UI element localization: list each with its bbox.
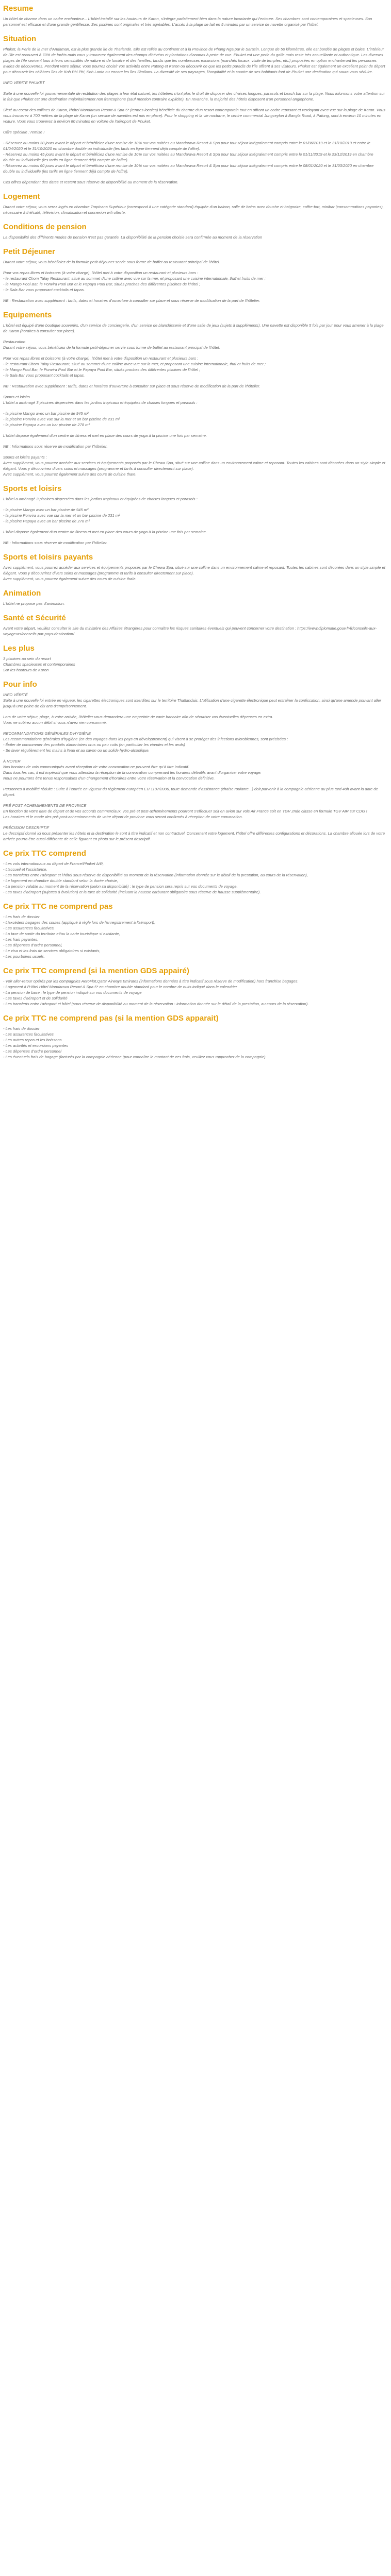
section-title: Conditions de pension — [3, 223, 87, 231]
section-paragraph: 3 piscines au sein du resort Chambres spacieuses et contemporaines Sur les hauteurs de Karon — [3, 656, 75, 672]
section-paragraph: Sports et loisirs payants : Avec supplément, vous pourrez accéder aux services et équipements proposés par le Chewa Spa, situé sur une colline dans un environnement calme et reposant. Toutes les cabines sont décorées dans un style simple et élégant. Vous y découvrirez divers soins et massages (programme et tarifs à consulter directement sur place). Avec supplément, vous pourrez également suivre des cours de cuisine thaïe. — [3, 455, 385, 477]
section-paragraph: L'hôtel est équipé d'une boutique souvenirs, d'un service de conciergerie, d'un service de blanchisserie et d'une salle de jeux (sujets à suppléments). Une navette est disponible 5 fois par jour pour vous amener à la plage de Karon (horaires à consulter sur place). — [3, 323, 384, 333]
section-paragraph: INFO VÉRITÉ Suite à une nouvelle loi entrée en vigueur, les cigarettes électroniques sont interdites sur le territoire Thaïlandais. L'utilisation d'une cigarette électronique peut entraîner la confiscation, ainsi qu'une amende pouvant aller jusqu'à une peine de dix ans d'emprisonnement. — [3, 692, 381, 708]
section-paragraph: - Réservez au moins 30 jours avant le départ et bénéficiez d'une remise de 10% sur vos nuitées au Mandarava Resort & Spa pour tout séjour intégralement compris entre le 01/06/2019 et le 31/10/2019 et entre le 01/04/2020 et le 31/10/2020 en chambre double ou individuelle (les tarifs en ligne tiennent déjà compte de l'offre). - Réservez au moins 45 jours avant le départ et bénéficiez d'une remise de 10% sur vos nuitées au Mandarava Resort & Spa pour tout séjour intégralement compris entre le 01/11/2019 et le 23/12/2019 en chambre double ou individuelle (les tarifs en ligne tiennent déjà compte de l'offre). - Réservez au moins 60 jours avant le départ et bénéficiez d'une remise de 10% sur vos nuitées au Mandarava Resort & Spa pour tout séjour intégralement compris entre le 08/01/2020 et le 31/03/2020 en chambre double ou individuelle (les tarifs en ligne tiennent déjà compte de l'offre). — [3, 141, 374, 174]
section-paragraph: Pour vos repas libres et boissons (à votre charge), l'hôtel met à votre disposition un restaurant et plusieurs bars : - le restaurant Chom Talay Restaurant, situé au sommet d'une colline avec vue sur la mer, et proposant une cuisine internationale, thaï et fruits de mer ; - le Mango Pool Bar, le Ponvira Pool Bar et le Papaya Pool Bar, situés proches des différentes piscines de l'hôtel ; - le Sala Bar vous proposant cocktails et tapas. — [3, 270, 266, 292]
section-paragraph: - Les vols internationaux au départ de France/Phuket A/R, - L'accueil et l'assistance, - Les transferts entre l'aéroport et l'hôtel sous réserve de disponibilité au moment de la réservation (information donnée sur le détail de la prestation, au cours de la réservation), - Le logement en chambre double standard selon la durée choisie, - La pension valable au moment de la réservation (selon sa disponibilité) : le type de pension sera repris sur vos documents de voyage, - Les taxes d'aéroport (sujettes à évolution) et la taxe de solidarité (incluant la hausse carburant obligatoire sous réserve de hausse supplémentaire). — [3, 861, 308, 894]
section-title: Sports et loisirs payants — [3, 553, 93, 562]
section-paragraph: Situé au coeur des collines de Karon, l'hôtel Mandarava Resort & Spa 5* (termes locales) bénéficie du charme d'un resort contemporain tout en offrant un cadre reposant et verdoyant avec vue sur la plage de Karon. Vous vous trouverez à 700 mètres de la plage de Karon (un service de navettes est mis en place). Pour le shopping et la vie nocturne, le centre commercial Jungceylon à Bangla Road, à Patong, sont à environ 10 minutes en voiture. Vous vous trouverez à environ 60 minutes en voiture de l'aéroport de Phuket. — [3, 108, 385, 124]
section-paragraph: RECOMMANDATIONS GÉNÉRALES D'HYGIÈNE Les recommandations générales d'hygiène (en des voyages dans les pays en développement) qui visent à se protéger des infections microbiennes, sont précisées : - Éviter de consommer des produits alimentaires crus ou peu cuits (en particulier les viandes et les œufs) - Se laver régulièrement les mains à l'eau et au savon ou un solide hydro-alcoolique. — [3, 731, 288, 753]
section-title: Resume — [3, 4, 34, 13]
section-title: Ce prix TTC ne comprend pas — [3, 902, 113, 911]
section-paragraph: Durant votre séjour, vous serez logés en chambre Tropicana Supérieur (correspond à une catégorie standard) équipée d'un balcon, salle de bains avec douche et baignoire, coffre-fort, minibar (consommations payantes), nécessaire à thé/café, télévision, climatisation et connexion wifi offerte. — [3, 205, 384, 215]
section-paragraph: - Les frais de dossier - Les assurances facultatives - Les autres repas et les boissons - Les activités et excursions payantes - Les dépenses d'ordre personnel - Les éventuels frais de bagage (facturés par la compagnie aérienne (pour connaître le montant de ces frais, veuillez vous rapprocher de la compagnie) — [3, 1026, 266, 1059]
section-paragraph: PRÉ POST ACHEMINEMENTS DE PROVINCE En fonction de votre date de départ et de vos accords commerciaux, vos pré et post-acheminements pourront s'effectuer soit en avion sur vols Air France soit en TGV 2nde classe en formule TGV AIR sur CDG ! Les horaires et le mode des pré-post-acheminements de votre départ de province vous seront confirmés à réception de votre convocation. — [3, 803, 367, 819]
section-paragraph: Durant votre séjour, vous bénéficiez de la formule petit-déjeuner servie sous forme de buffet au restaurant principal de l'hôtel. — [3, 260, 220, 264]
section-paragraph: Pour vos repas libres et boissons (à votre charge), l'hôtel met à votre disposition un restaurant et plusieurs bars : - le restaurant Chom Talay Restaurant, situé au sommet d'une colline avec vue sur la mer, et proposant une cuisine internationale, thaï et fruits de mer ; - le Mango Pool Bar, le Ponvira Pool Bar et le Papaya Pool Bar, situés proches des différentes piscines de l'hôtel ; - le Sala Bar vous proposant cocktails et tapas. — [3, 356, 266, 378]
section-paragraph: NB : Informations sous réserve de modification par l'hôtelier. — [3, 444, 108, 449]
section-title: Pour info — [3, 680, 37, 689]
section-paragraph: NB : Informations sous réserve de modification par l'hôtelier. — [3, 540, 108, 545]
section-paragraph: Phuket, la Perle de la mer d'Andaman, est la plus grande île de Thaïlande. Elle est reliée au continent et à la Province de Phang Nga par le Sarasin. Longue de 50 kilomètres, elle est bordée de plages et baies. L'intérieur de l'île est recouvert à 70% de forêts mais vous y trouverez également des champs d'hévéas et plantations d'ananas à perte de vue. Phuket est une perle du golfe mais reste très accueillante et authentique. Les diverses plages de l'île ravivent tous à leurs sensibilités de nature et de lumière et des familles, tandis que les nombreuses excursions (marchés locaux, visite de temples, etc.) proposées en option enchanteront les personnes avides de découvertes. Pendant votre séjour, vous pourrez choisir vos activités entre Patong et Karon ou découvrir ce que les petits paradis de l'île offrent à ses visiteurs. Phuket est également un excellent point de départ pour découvrir les célèbres îles de Koh Phi Phi, Koh Lanta ou encore les îles Similans. La diversité de ses paysages, l'hospitalité et la sourire de ses habitants font de Phuket une destination qui saura vous séduire. — [3, 47, 385, 74]
section-title: Equipements — [3, 311, 52, 319]
section-title: Animation — [3, 589, 41, 598]
section-paragraph: Suite à une nouvelle loi gouvernementale de restitution des plages à leur état naturel, les hôteliers n'ont plus le droit de disposer des chaises longues, parasols et beach bar sur la plage. Nous informons votre attention sur le fait que Phuket est une destination majoritairement non francophone (sauf mention contraire explicite). En revanche, la majorité des hôtels disposent d'un personnel anglophone. — [3, 91, 385, 101]
section-paragraph: L'hôtel dispose également d'un centre de fitness et met en place des cours de yoga à la piscine une fois par semaine. — [3, 433, 207, 438]
section-paragraph: Offre spéciale : remise ! — [3, 130, 45, 134]
section-title: Ce prix TTC ne comprend pas (si la mention GDS apparait) — [3, 1014, 219, 1023]
section-paragraph: NB : Restauration avec supplément : tarifs, dates et horaires d'ouverture à consulter sur place et sous réserve de modification de la part de l'hôtelier. — [3, 384, 260, 388]
section-paragraph: Avec supplément, vous pourrez accéder aux services et équipements proposés par le Chewa Spa, situé sur une colline dans un environnement calme et reposant. Toutes les cabines sont décorées dans un style simple et élégant. Vous y découvrirez divers soins et massages (programme et tarifs à consulter directement sur place). Avec supplément, vous pourrez également suivre des cours de cuisine thaïe. — [3, 565, 385, 581]
section-paragraph: La disponibilité des différents modes de pension n'est pas garantie. La disponibilité de la pension choisie sera confirmée au moment de la réservation — [3, 235, 263, 240]
section-paragraph: INFO VERITE PHUKET — [3, 80, 45, 85]
section-paragraph: - la piscine Mango avec un bar piscine de 945 m² - la piscine Ponvira avec vue sur la mer et un bar piscine de 231 m² - la piscine Papaya avec un bar piscine de 278 m² — [3, 507, 120, 523]
section-paragraph: Restauration Durant votre séjour, vous bénéficiez de la formule petit-déjeuner servie sous forme de buffet au restaurant principal de l'hôtel. — [3, 340, 220, 350]
section-title: Logement — [3, 192, 40, 201]
section-paragraph: PRÉCISION DESCRIPTIF Le descriptif donné ici nous présenter les hôtels et la destination le sont à titre indicatif et non contractuel. Concernant votre logement, l'hôtel offre différentes configurations et décorations. La chambre allouée lors de votre arrivée pourra être aussi différente de celle figurant en photo sur le présent descriptif. — [3, 825, 385, 841]
section-title: Petit Déjeuner — [3, 247, 55, 256]
section-paragraph: Ces offres dépendent des dates et restent sous réserve de disponibilité au moment de la réservation. — [3, 180, 178, 184]
section-paragraph: NB : Restauration avec supplément : tarifs, dates et horaires d'ouverture à consulter sur place et sous réserve de modification de la part de l'hôtelier. — [3, 298, 260, 303]
section-paragraph: Avant votre départ, veuillez consulter le site du ministère des Affaires étrangères pour connaître les risques sanitaires éventuels qui peuvent concerner votre destination : https://www.diplomatie.gouv.fr/fr/conseils-aux-voyageurs/conseils-par-pays-destination/ — [3, 626, 377, 636]
section-paragraph: Sports et loisirs L'hôtel a aménagé 3 piscines dispersées dans les jardins tropicaux et équipées de chaises longues et parasols : — [3, 395, 198, 405]
section-paragraph: Lors de votre séjour, plage, à votre arrivée, l'hôtelier vous demandera une empreinte de carte bancaire afin de sécuriser vos éventuelles dépenses en extra. Vous ne subirez aucun débit si vous n'avez rien consommé. — [3, 715, 273, 725]
section-title: Les plus — [3, 644, 35, 653]
section-title: Situation — [3, 35, 37, 43]
section-paragraph: L'hôtel dispose également d'un centre de fitness et met en place des cours de yoga à la piscine une fois par semaine. — [3, 530, 207, 534]
section-paragraph: L'hôtel ne propose pas d'animation. — [3, 601, 65, 606]
section-title: Ce prix TTC comprend (si la mention GDS appairé) — [3, 967, 189, 975]
section-title: Sports et loisirs — [3, 484, 62, 493]
section-paragraph: Un hôtel de charme dans un cadre enchanteur... L'hôtel installé sur les hauteurs de Karon, s'intègre parfaitement bien dans la nature luxuriante qui l'entoure. Ses chambres sont contemporaines et spacieuses. Son personnel est efficace et d'une grande gentillesse. Ses piscines sont originales et très agréables. L'accès à la plage se fait en 5 minutes par un service de navette organisé par l'hôtel. — [3, 16, 372, 27]
section-paragraph: L'hôtel a aménagé 3 piscines dispersées dans les jardins tropicaux et équipées de chaises longues et parasols : — [3, 497, 198, 501]
section-paragraph: Personnes à mobilité réduite : Suite à l'entrée en vigueur du règlement européen EU 1107/2006, toute demande d'assistance (chaise roulante...) doit parvenir à la compagnie aérienne au plus tard 48h avant la date de départ. — [3, 787, 378, 797]
section-paragraph: - la piscine Mango avec un bar piscine de 945 m² - la piscine Ponvira avec vue sur la mer et un bar piscine de 231 m² - la piscine Papaya avec un bar piscine de 278 m² — [3, 411, 120, 427]
section-paragraph: - Voir aller-retour opérés par les compagnies AeroFlot,Qatar Airways,Emirates (informations données à titre indicatif sous réserve de modification) hors franchise bagages. - Logement à l'Hôtel Hôtel Mandarava Resort & Spa 5* en chambre double standard pour le nombre de nuits indiqué dans le calendrier - La pension de base : le type de pension indiqué sur vos documents de voyage - Les taxes d'aéroport et de solidarité - Les transferts entre l'aéroport et hôtel (sous réserve de disponibilité au moment de la réservation - information donnée sur le détail de la prestation, au cours de la réservation). — [3, 979, 309, 1006]
section-paragraph: À NOTER Nos horaires de vols communiqués avant réception de votre convocation ne peuvent être qu'à titre indicatif. Dans tous les cas, il est impératif que vous attendiez la réception de la convocation comprenant les horaires définitifs avant d'organiser votre voyage. Nous ne pourrons être tenus responsables d'un changement d'horaires entre votre réservation et la convocation définitive. — [3, 759, 262, 781]
document-page — [3, 4, 386, 1065]
section-title: Ce prix TTC comprend — [3, 849, 86, 858]
section-title: Santé et Sécurité — [3, 614, 66, 622]
section-paragraph: - Les frais de dossier - L'excédent bagages des soutes (appliqué à règle lors de l'enregistrement à l'aéroport), - Les assurances facultatives, - La taxe de sortie du territoire et/ou la carte touristique si existante, - Les frais payantes, - Les dépenses d'ordre personnel, - Le visa et les frais de services obligatoires si existants, - Les pourboires usuels. — [3, 914, 156, 959]
